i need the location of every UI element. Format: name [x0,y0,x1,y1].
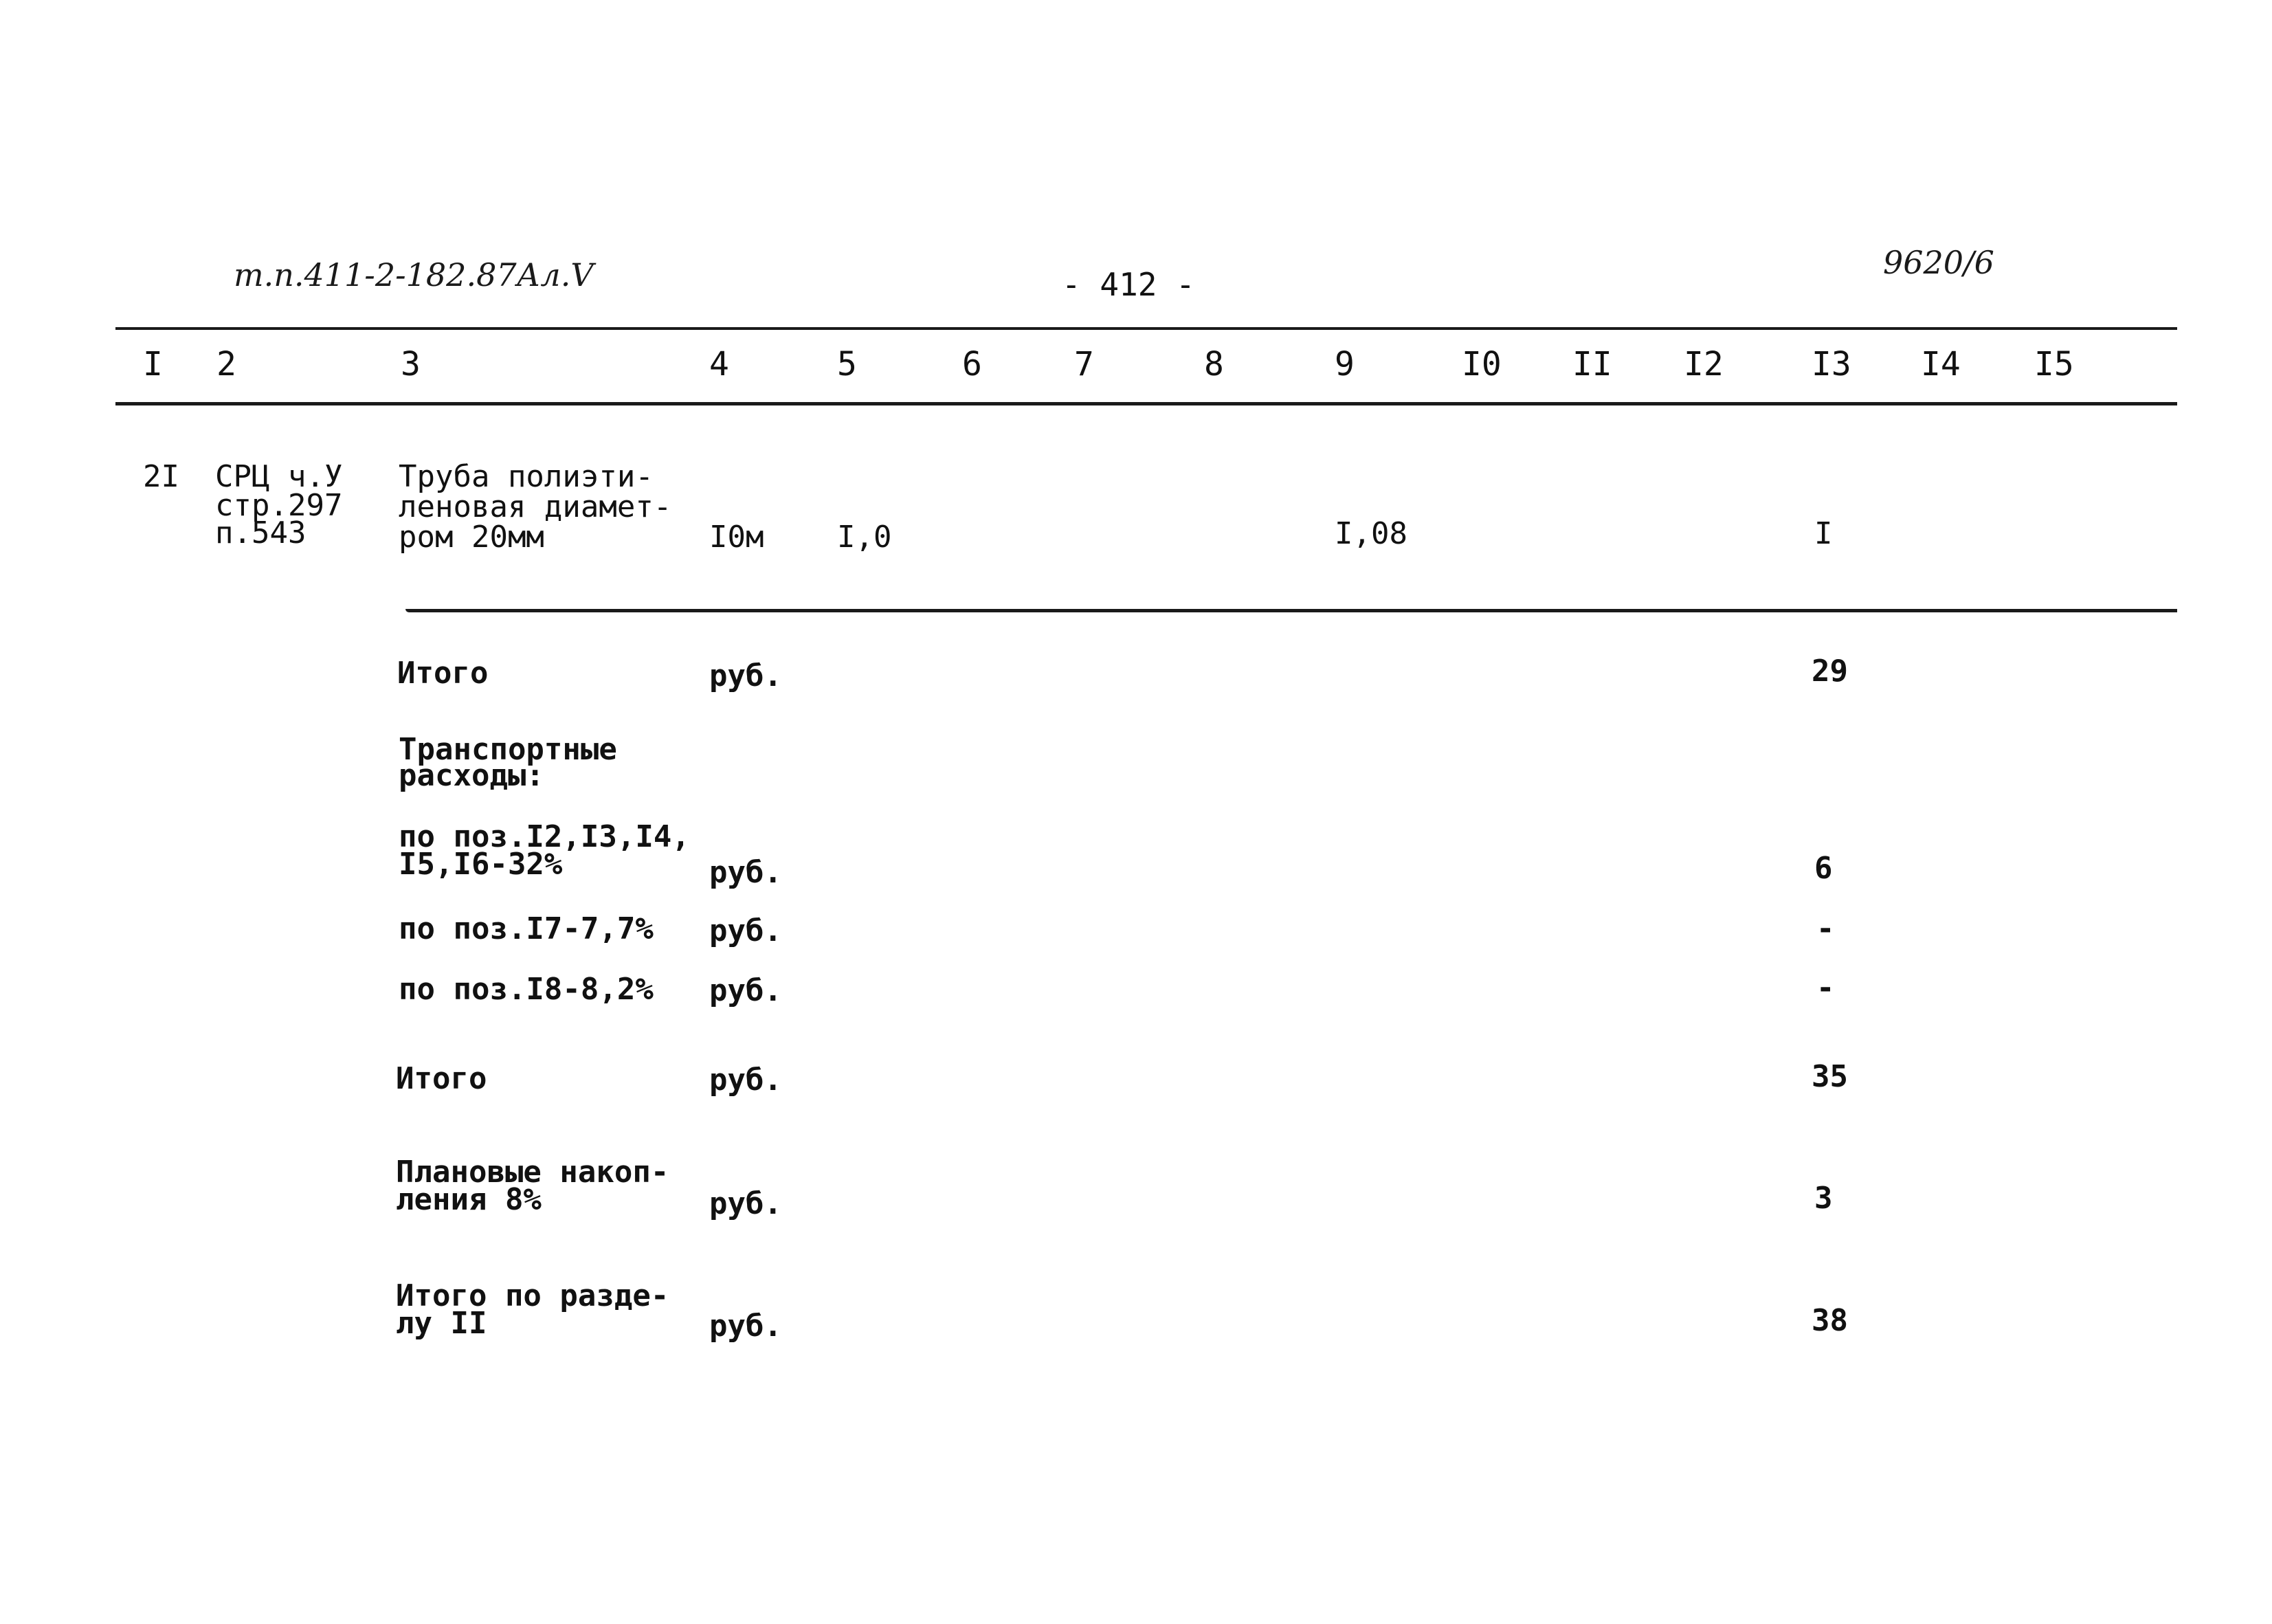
summary-label-line: по поз.I2,I3,I4, [399,819,690,854]
item-total: I [1814,516,1833,551]
item-bottom-rule [405,609,2177,612]
summary-unit: руб. [709,1063,782,1098]
summary-unit: руб. [709,855,782,890]
column-header: 7 [1074,345,1094,383]
summary-value: 29 [1812,654,1848,689]
column-header: 3 [401,345,421,383]
summary-label-transport-18 [399,972,654,1007]
column-header: I4 [1921,345,1961,383]
summary-label-transport-17 [399,911,654,946]
summary-label-line: Плановые накоп- [396,1155,669,1190]
header-bottom-rule [115,402,2177,405]
summary-value: - [1816,970,1835,1005]
summary-value: 3 [1814,1181,1833,1216]
item-reference [215,459,343,550]
item-description-line: Труба полиэти- [399,459,654,494]
column-header: I2 [1684,345,1724,383]
item-description-line: леновая диамет- [399,489,672,524]
summary-value: 6 [1814,851,1833,886]
item-description [399,459,672,555]
summary-label-total [397,658,488,689]
column-header: 4 [709,345,729,383]
column-header: I3 [1812,345,1851,383]
column-header: 5 [837,345,857,383]
summary-label-transport [399,732,617,793]
summary-unit: руб. [709,1186,782,1221]
summary-unit: руб. [709,1309,782,1344]
column-header: II [1572,345,1612,383]
summary-label-line: по поз.I8-8,2% [399,972,654,1007]
item-reference-line: СРЦ ч.У [215,459,343,494]
column-header: 6 [962,345,982,383]
summary-label-line: Итого [396,1061,487,1096]
summary-unit: руб. [709,913,782,948]
item-quantity: I,0 [837,520,892,555]
summary-label-transport-12-16 [399,819,690,882]
summary-label-planned [396,1155,669,1217]
summary-label-total-2 [396,1061,487,1096]
summary-unit: руб. [709,973,782,1008]
summary-value: 35 [1812,1059,1848,1094]
page-number: - 412 - [1062,266,1195,303]
item-description-line: ром 20мм [399,520,544,555]
summary-label-line: лу II [396,1306,487,1341]
summary-value: 38 [1812,1303,1848,1338]
summary-label-line: по поз.I7-7,7% [399,911,654,946]
item-number: 2I [143,459,179,494]
summary-label-line: I5,I6-32% [399,847,563,882]
summary-value: - [1816,911,1835,946]
item-reference-line: стр.297 [215,488,343,523]
document-reference: т.п.411-2-182.87Ал.V [234,256,594,293]
summary-unit: руб. [709,658,782,693]
item-reference-line: п.543 [215,515,307,550]
item-coefficient: I,08 [1335,516,1407,551]
summary-label-section-total [396,1278,669,1341]
column-header: I0 [1462,345,1502,383]
column-header: 2 [216,345,236,383]
summary-label-line: расходы: [399,758,544,793]
column-header: I [143,345,163,383]
summary-label-line: Итого [397,656,489,691]
column-header: 9 [1335,345,1355,383]
column-header: I5 [2034,345,2074,383]
summary-label-line: Транспортные [399,732,617,767]
column-header: 8 [1204,345,1224,383]
archive-number: 9620/6 [1883,244,1994,281]
summary-label-line: Итого по разде- [396,1278,669,1313]
summary-label-line: ления 8% [396,1182,542,1217]
item-unit: I0м [709,520,764,555]
top-rule [115,327,2177,330]
